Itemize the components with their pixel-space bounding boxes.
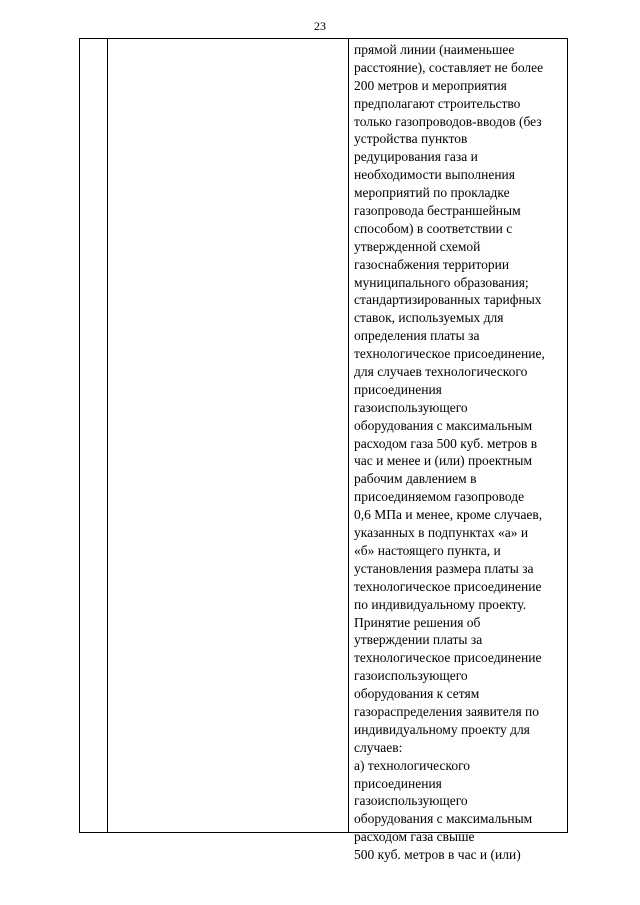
table-cell-line: 0,6 МПа и менее, кроме случаев,	[354, 507, 543, 523]
table-cell-line: газоиспользующего	[354, 399, 468, 415]
table-cell-line: оборудования с максимальным	[354, 417, 533, 433]
table-cell-line: технологическое присоединение,	[354, 346, 545, 362]
table-cell-line: технологическое присоединение	[354, 578, 542, 594]
table-cell-line: газоснабжения территории	[354, 256, 510, 272]
table-cell-line: предполагают строительство	[354, 95, 521, 111]
table-cell-line: оборудования с максимальным	[354, 811, 533, 827]
table-cell-line: «б» настоящего пункта, и	[354, 542, 501, 558]
table-cell-line: для случаев технологического	[354, 364, 528, 380]
table-cell-line: случаев:	[354, 739, 403, 755]
table-cell-line: газоиспользующего	[354, 793, 468, 809]
table-cell-line: установления размера платы за	[354, 560, 534, 576]
table-cell-line: устройства пунктов	[354, 131, 468, 147]
table-cell-line: расходом газа 500 куб. метров в	[354, 435, 538, 451]
table-cell-line: присоединения	[354, 775, 442, 791]
table-cell-line: указанных в подпунктах «а» и	[354, 525, 529, 541]
table-cell-line: прямой линии (наименьшее	[354, 42, 515, 57]
table-cell-line: мероприятий по прокладке	[354, 185, 510, 201]
table-cell-line: Принятие решения об	[354, 614, 481, 630]
table-cell-line: по индивидуальному проекту.	[354, 596, 527, 612]
table-cell-line: утверждении платы за	[354, 632, 483, 648]
document-table	[79, 38, 568, 863]
table-cell-line: редуцирования газа и	[354, 149, 478, 165]
page-number: 23	[314, 19, 326, 33]
table-cell-line: газораспределения заявителя по	[354, 703, 539, 719]
table-cell-line: а) технологического	[354, 757, 471, 773]
table-cell-text	[354, 41, 567, 864]
table-cell-line: час и менее и (или) проектным	[354, 453, 533, 469]
table-cell-line: муниципального образования;	[354, 274, 529, 290]
table-cell-line: технологическое присоединение	[354, 650, 542, 666]
table-column-divider	[348, 39, 349, 832]
table-cell-line: 200 метров и мероприятия	[354, 77, 507, 93]
table-cell-line: индивидуальному проекту для	[354, 721, 530, 737]
table-cell-line: определения платы за	[354, 328, 480, 344]
table-cell-line: утвержденной схемой	[354, 238, 481, 254]
table-cell-line: необходимости выполнения	[354, 167, 515, 183]
table-cell-line: присоединяемом газопроводе	[354, 489, 525, 505]
table-cell-line: 500 куб. метров в час и (или)	[354, 847, 521, 863]
table-cell-line: расходом газа свыше	[354, 829, 475, 845]
table-cell-line: расстояние), составляет не более	[354, 59, 544, 75]
table-cell-line: газоиспользующего	[354, 668, 468, 684]
table-cell-line: оборудования к сетям	[354, 686, 480, 702]
table-cell-line: газопровода бестраншейным	[354, 203, 521, 219]
table-cell-line: присоединения	[354, 381, 442, 397]
table-cell-line: стандартизированных тарифных	[354, 292, 542, 308]
table-cell-line: только газопроводов-вводов (без	[354, 113, 542, 129]
table-cell-line: ставок, используемых для	[354, 310, 504, 326]
table-column-divider	[107, 39, 108, 832]
table-cell-line: способом) в соответствии с	[354, 220, 513, 236]
table-cell-line: рабочим давлением в	[354, 471, 477, 487]
